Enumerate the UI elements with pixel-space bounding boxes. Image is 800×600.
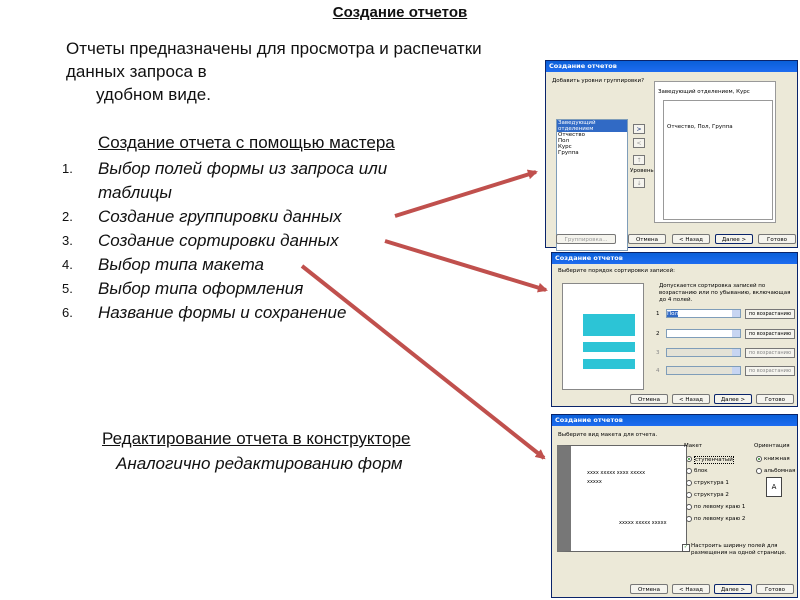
row-number: 4 [656, 368, 660, 374]
preview-subheading: xxxxx [587, 479, 602, 485]
preview-header-row: xxxx xxxxx xxxx xxxxx [587, 470, 646, 476]
step-number: 4. [62, 257, 73, 272]
finish-button[interactable]: Готово [756, 394, 794, 404]
step-number: 5. [62, 281, 73, 296]
next-button[interactable]: Далее > [715, 234, 753, 244]
layout-option-label[interactable]: ступенчатый [695, 457, 733, 463]
sort-order-button[interactable]: по возрастанию [745, 366, 795, 376]
priority-up-button[interactable]: ↑ [633, 155, 645, 165]
layout-option-label[interactable]: по левому краю 2 [694, 516, 746, 522]
arrow-to-sorting [385, 241, 546, 290]
sort-order-button[interactable]: по возрастанию [745, 309, 795, 319]
step-text: Создание сортировки данных [98, 231, 339, 250]
page-title: Создание отчетов [332, 4, 468, 21]
grouping-options-button[interactable]: Группировка... [556, 234, 616, 244]
arrow-to-layout [302, 266, 544, 458]
dialog-titlebar: Создание отчетов [546, 61, 797, 72]
step-text: Название формы и сохранение [98, 303, 347, 322]
preview-group-levels: Заведующий отделением, Курс [658, 89, 750, 95]
dialog-titlebar: Создание отчетов [552, 415, 797, 426]
sorting-question: Выберите порядок сортировки записей: [558, 268, 675, 274]
priority-down-button[interactable]: ↓ [633, 178, 645, 188]
preview-detail-fields: Отчество, Пол, Группа [667, 124, 733, 130]
step-number: 1. [62, 161, 73, 176]
list-item[interactable]: Пол [558, 138, 570, 144]
priority-label: Уровень [630, 168, 654, 174]
step-number: 2. [62, 209, 73, 224]
remove-group-button[interactable]: < [633, 138, 645, 148]
intro-line-1: Отчеты предназначены для просмотра и распечатки данных запроса в [66, 39, 482, 81]
row-number: 2 [656, 331, 660, 337]
step-text: Создание группировки данных [98, 207, 342, 226]
grouping-question: Добавить уровни группировки? [552, 78, 645, 84]
next-button[interactable]: Далее > [714, 394, 752, 404]
step-text: Выбор типа оформления [98, 279, 304, 298]
step-text: Выбор типа макета [98, 255, 265, 274]
finish-button[interactable]: Готово [758, 234, 796, 244]
sort-field-value: Пол [667, 311, 679, 317]
list-item[interactable]: Курс [558, 144, 572, 150]
orientation-option-label[interactable]: книжная [764, 456, 790, 462]
arrow-to-grouping [395, 172, 536, 216]
orientation-option-label[interactable]: альбомная [764, 468, 796, 474]
cancel-button[interactable]: Отмена [630, 394, 668, 404]
cancel-button[interactable]: Отмена [630, 584, 668, 594]
editor-subtitle: Аналогично редактированию форм [116, 454, 403, 473]
orientation-group-label: Ориентация [754, 443, 790, 449]
list-item[interactable]: Заведующий отделением [557, 120, 627, 132]
row-number: 1 [656, 311, 660, 317]
next-button[interactable]: Далее > [714, 584, 752, 594]
back-button[interactable]: < Назад [672, 394, 710, 404]
cancel-button[interactable]: Отмена [628, 234, 666, 244]
portrait-page-icon: A [766, 477, 782, 497]
layout-group-label: Макет [684, 443, 703, 449]
sort-order-button[interactable]: по возрастанию [745, 329, 795, 339]
layout-option-label[interactable]: структура 2 [694, 492, 729, 498]
fit-width-label[interactable]: Настроить ширину полей для размещения на одной странице. [691, 543, 787, 556]
preview-cells: xxxxx xxxxx xxxxx [619, 520, 667, 526]
sort-order-button[interactable]: по возрастанию [745, 348, 795, 358]
back-button[interactable]: < Назад [672, 234, 710, 244]
step-text: Выбор полей формы из запроса или таблицы [98, 159, 388, 202]
sorting-hint: Допускается сортировка записей по возрастанию или по убыванию, включающая до 4 полей. [659, 283, 791, 303]
add-group-button[interactable]: > [633, 124, 645, 134]
layout-option-label[interactable]: по левому краю 1 [694, 504, 746, 510]
finish-button[interactable]: Готово [756, 584, 794, 594]
intro-line-2: удобном виде. [96, 85, 211, 104]
step-number: 3. [62, 233, 73, 248]
layout-question: Выберите вид макета для отчета. [558, 432, 658, 438]
layout-option-label[interactable]: блок [694, 468, 708, 474]
dialog-titlebar: Создание отчетов [552, 253, 797, 264]
wizard-heading: Создание отчета с помощью мастера [98, 133, 395, 152]
fit-width-checkbox[interactable]: ✓ [683, 544, 689, 550]
list-item[interactable]: Отчество [558, 132, 586, 138]
layout-option-label[interactable]: структура 1 [694, 480, 729, 486]
back-button[interactable]: < Назад [672, 584, 710, 594]
row-number: 3 [656, 350, 660, 356]
editor-heading: Редактирование отчета в конструкторе [102, 429, 411, 448]
list-item[interactable]: Группа [558, 150, 579, 156]
step-number: 6. [62, 305, 73, 320]
